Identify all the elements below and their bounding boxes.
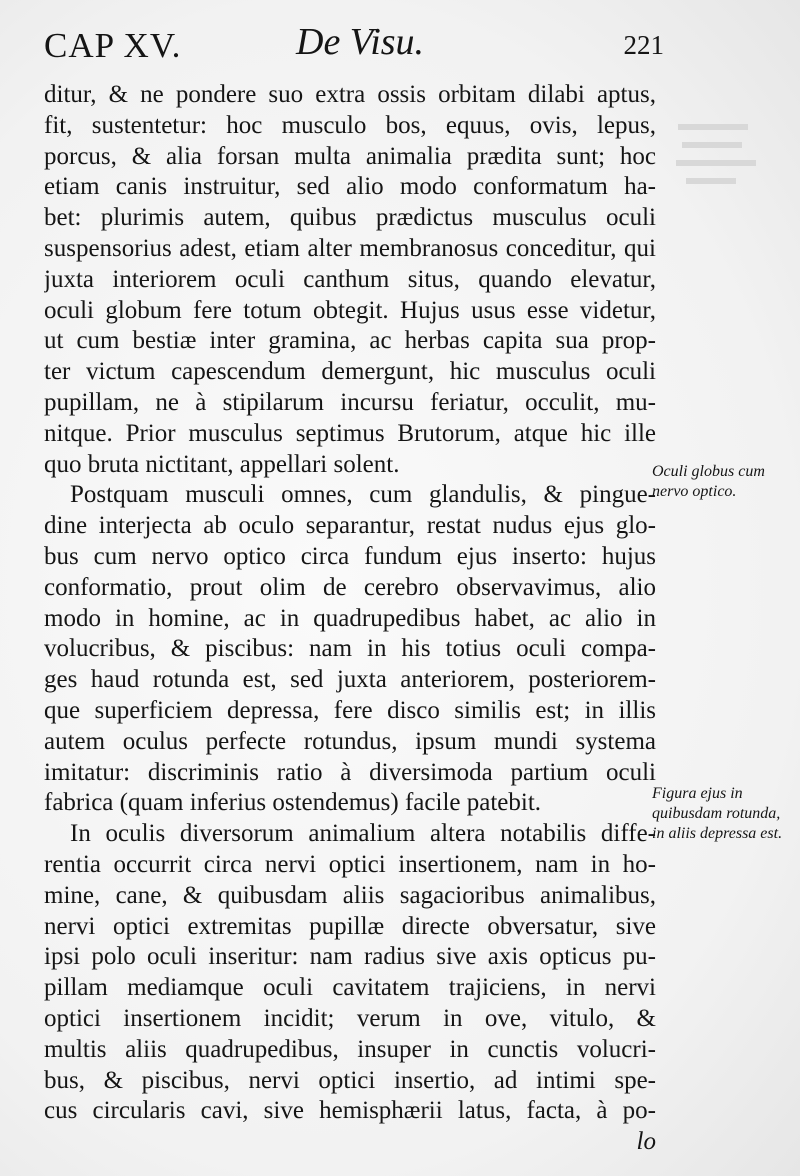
text-line: Postquam musculi omnes, cum glandulis, & pingue-	[70, 481, 656, 509]
text-line: ipsi polo oculi inseritur: nam radius sive axis opticus pu-	[44, 943, 656, 971]
text-line: dine interjecta ab oculo separantur, restat nudus ejus glo-	[44, 512, 656, 540]
text-line: pupillam, ne à stipilarum incursu feriatur, occulit, mu-	[44, 388, 656, 416]
text-line: pillam mediamque oculi cavitatem trajiciens, in nervi	[44, 974, 656, 1002]
text-line: optici insertionem incidit; verum in ove, vitulo, &	[44, 1004, 656, 1032]
text-line: fabrica (quam inferius ostendemus) facile patebit.	[44, 789, 542, 817]
page-number: 221	[623, 30, 664, 60]
text-line: multis aliis quadrupedibus, insuper in cunctis volucri-	[44, 1035, 656, 1063]
text-line: autem oculus perfecte rotundus, ipsum mundi systema	[44, 727, 656, 755]
text-line: oculi globum fere totum obtegit. Hujus usus esse videtur,	[44, 296, 656, 324]
text-line: suspensorius adest, etiam alter membranosus conceditur, qui	[44, 234, 656, 262]
text-line: In oculis diversorum animalium altera notabilis diffe-	[70, 820, 656, 848]
catchword: lo	[636, 1128, 656, 1156]
text-line: ditur, & ne pondere suo extra ossis orbitam dilabi aptus,	[44, 81, 656, 108]
margin-note: Figura ejus in quibusdam rotunda, in aliis depressa est.	[652, 785, 783, 842]
text-line: conformatio, prout olim de cerebro observavimus, alio	[44, 573, 656, 601]
text-line: bus cum nervo optico circa fundum ejus inserto: hujus	[44, 542, 656, 570]
text-line: bus, & piscibus, nervi optici insertio, ad intimi spe-	[44, 1066, 656, 1094]
body-text	[44, 80, 656, 1158]
text-line: que superficiem depressa, fere disco similis est; in illis	[44, 696, 656, 724]
text-line: cus circularis cavi, sive hemisphærii latus, facta, à po-	[44, 1097, 656, 1125]
text-line: porcus, & alia forsan multa animalia prædita sunt; hoc	[44, 142, 656, 170]
chapter-heading: CAP XV.	[44, 26, 182, 65]
text-line: imitatur: discriminis ratio à diversimoda partium oculi	[44, 758, 656, 786]
margin-note: Oculi globus cum nervo optico.	[652, 463, 765, 500]
text-line: modo in homine, ac in quadrupedibus habet, ac alio in	[44, 604, 656, 632]
text-line: quo bruta nictitant, appellari solent.	[44, 450, 400, 478]
text-line: rentia occurrit circa nervi optici insertionem, nam in ho-	[44, 850, 656, 878]
text-line: fit, sustentetur: hoc musculo bos, equus, ovis, lepus,	[44, 111, 656, 139]
text-line: bet: plurimis autem, quibus prædictus musculus oculi	[44, 204, 656, 232]
text-line: etiam canis instruitur, sed alio modo conformatum ha-	[44, 173, 656, 201]
text-line: nervi optici extremitas pupillæ directe obversatur, sive	[44, 912, 656, 940]
text-line: nitque. Prior musculus septimus Brutorum, atque hic ille	[44, 419, 656, 447]
text-line: ter victum capescendum demergunt, hic musculus oculi	[44, 358, 656, 386]
text-line: ges haud rotunda est, sed juxta anteriorem, posteriorem-	[44, 666, 656, 694]
page-header	[44, 20, 664, 72]
text-line: ut cum bestiæ inter gramina, ac herbas capita sua prop-	[44, 327, 656, 355]
show-through-marks	[672, 120, 792, 230]
show-through-text	[672, 120, 792, 237]
text-line: mine, cane, & quibusdam aliis sagacioribus animalibus,	[44, 881, 656, 909]
text-line: juxta interiorem oculi canthum situs, quando elevatur,	[44, 265, 656, 293]
running-title: De Visu.	[296, 21, 425, 63]
text-line: volucribus, & piscibus: nam in his totius oculi compa-	[44, 635, 656, 663]
